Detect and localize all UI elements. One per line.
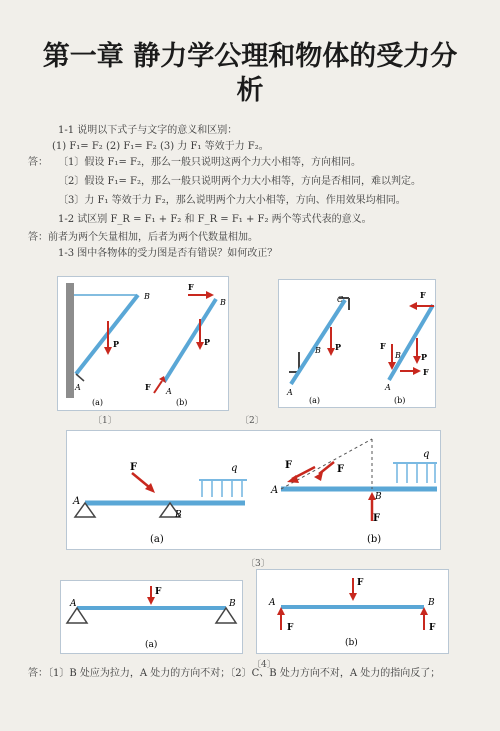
label-f-4b: F	[357, 578, 364, 588]
label-a-a: A	[75, 383, 81, 392]
subfig-2b: (b)	[394, 396, 406, 405]
force-fa-b	[154, 381, 162, 393]
label-b-a: B	[144, 292, 150, 301]
label-p-2b: P	[421, 352, 428, 362]
question-1-1-items: (1) F₁= F₂ (2) F₁= F₂ (3) 力 F₁ 等效于力 F₂。	[52, 141, 269, 152]
title-line-2: 析	[236, 75, 264, 106]
force-p-2b-arrowhead	[413, 356, 421, 364]
figure-3	[66, 430, 441, 550]
figure-1-diagram	[58, 277, 228, 410]
label-a-3a: A	[73, 496, 81, 507]
label-b-3a: B	[175, 510, 182, 520]
answer-1-3: 答：〔1〕B 处应为拉力，A 处力的方向不对；〔2〕C、B 处力方向不对，A 处力的指向反了；	[28, 668, 441, 679]
label-b-4b: B	[428, 598, 435, 608]
force-fb-b-arrowhead	[206, 291, 214, 299]
question-1-1: 1-1 说明以下式子与文字的意义和区别：	[58, 125, 238, 136]
answer-1-1-item-3: 〔3〕力 F₁ 等效于力 F₂，那么说明两个力大小相等，方向、作用效果均相同。	[58, 195, 406, 206]
question-1-3: 1-3 图中各物体的受力图是否有错误？如何改正？	[58, 248, 278, 259]
label-p-2a: P	[335, 342, 342, 352]
answer-1-1-item-2: 〔2〕假设 F₁= F₂，那么一般只说明两个力大小相等，方向是否相同，难以判定。	[58, 176, 421, 187]
label-b-2a: B	[315, 346, 321, 355]
label-fb-3b: F	[373, 513, 381, 524]
force-f-3a	[132, 473, 149, 487]
label-fa-3b: F	[285, 460, 293, 471]
label-a-4b: A	[269, 598, 276, 608]
force-fb-2b-arrowhead	[413, 367, 421, 375]
subfig-1a: (a)	[92, 398, 104, 407]
label-b-4a: B	[229, 599, 236, 609]
subfig-3a: (a)	[150, 534, 164, 545]
figure-2	[278, 279, 436, 408]
title-line-1: 第一章 静力学公理和物体的受力分	[42, 41, 458, 72]
label-fb-b: F	[188, 282, 194, 292]
force-p-2a-arrowhead	[327, 348, 335, 356]
force-p-b-arrowhead	[196, 342, 204, 350]
figure-4a	[60, 580, 243, 654]
label-fa-2b: F	[380, 341, 386, 351]
force-p-a-arrowhead	[104, 347, 112, 355]
wall	[66, 283, 74, 398]
right-support-4a	[216, 608, 236, 623]
label-a-4a: A	[70, 599, 77, 609]
label-fb-2b: F	[423, 367, 429, 377]
answer-1-1-item-1: 〔1〕假设 F₁= F₂，那么一般只说明这两个力大小相等，方向相同。	[58, 157, 361, 168]
subfig-4b: (b)	[345, 638, 358, 648]
label-p-b: P	[204, 337, 211, 347]
force-fc-2b-arrowhead	[409, 302, 417, 310]
label-c-2a: C	[337, 295, 344, 304]
label-f-3b: F	[337, 464, 345, 475]
label-b-3b: B	[375, 492, 382, 502]
label-f-3a: F	[130, 462, 138, 473]
label-fb-4b: F	[429, 623, 436, 633]
label-q-3b: q	[423, 449, 430, 460]
label-q-3a: q	[231, 463, 238, 474]
label-b-b: B	[220, 298, 226, 307]
figure-2-caption: 〔2〕	[240, 416, 264, 426]
chapter-title	[30, 40, 470, 108]
subfig-2a: (a)	[309, 396, 321, 405]
subfig-4a: (a)	[145, 640, 158, 650]
question-1-2: 1-2 试区别 F_R = F₁ + F₂ 和 F_R = F₁ + F₂ 两个等式代表的意义。	[58, 214, 372, 225]
label-fa-b: F	[145, 382, 151, 392]
force-f-3b	[319, 462, 334, 474]
label-p-a: P	[113, 339, 120, 349]
label-a-2b: A	[385, 383, 391, 392]
subfig-1b: (b)	[176, 398, 188, 407]
label-a-3b: A	[271, 485, 279, 496]
figure-1	[57, 276, 229, 411]
pin-a	[76, 374, 84, 381]
force-f-4a-arrowhead	[147, 597, 155, 605]
figure-2-diagram	[279, 280, 435, 407]
label-a-b: A	[166, 387, 172, 396]
figure-4b-diagram	[257, 570, 448, 653]
label-b-2b: B	[395, 351, 401, 360]
label-a-2a: A	[287, 388, 293, 397]
figure-4b	[256, 569, 449, 654]
left-support-4a	[67, 608, 87, 623]
figure-1-caption: 〔1〕	[93, 416, 117, 426]
figure-4-caption: 〔4〕	[252, 660, 276, 670]
answer-1-2: 答：前者为两个矢量相加，后者为两个代数量相加。	[28, 232, 258, 243]
answer-1-1-prefix: 答：	[28, 157, 48, 168]
figure-4a-diagram	[61, 581, 242, 653]
figure-3-caption: 〔3〕	[246, 559, 270, 569]
label-f-4a: F	[155, 587, 162, 597]
label-fc-2b: F	[420, 290, 426, 300]
figure-3-diagram	[67, 431, 440, 549]
label-fa-4b: F	[287, 623, 294, 633]
subfig-3b: (b)	[367, 534, 382, 545]
force-f-4b-arrowhead	[349, 593, 357, 601]
